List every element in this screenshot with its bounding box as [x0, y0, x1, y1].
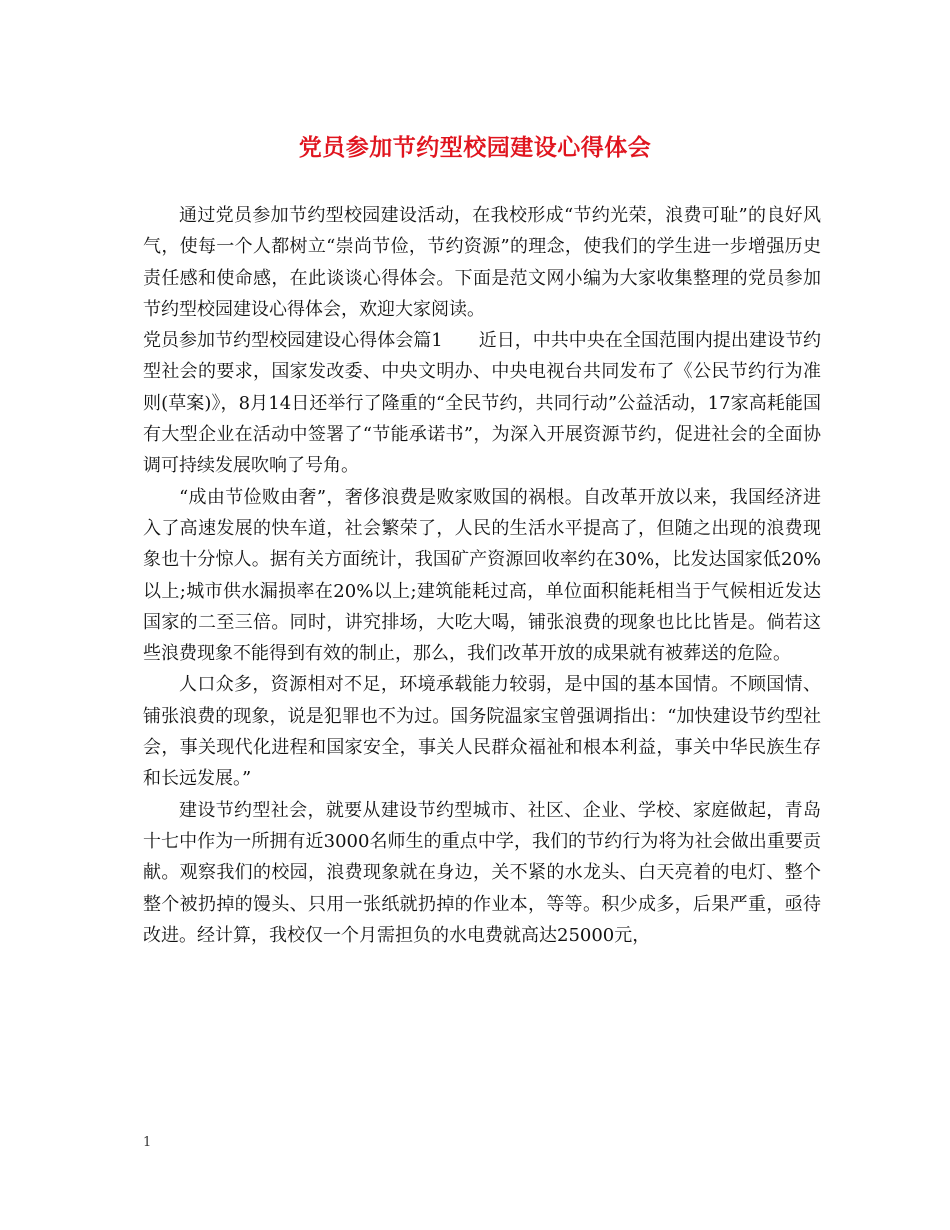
- page-number: 1: [143, 1135, 152, 1150]
- paragraph-school-action: 建设节约型社会，就要从建设节约型城市、社区、企业、学校、家庭做起，青岛十七中作为一所拥有近3000名师生的重点中学，我们的节约行为将为社会做出重要贡献。观察我们的校园，浪费现象就在身边，关不紧的水龙头、白天亮着的电灯、整个整个被扔掉的馒头、只用一张纸就扔掉的作业本，等等。积少成多，后果严重，亟待改进。经计算，我校仅一个月需担负的水电费就高达25000元，: [143, 799, 821, 946]
- paragraph-waste-statistics: “成由节俭败由奢”，奢侈浪费是败家败国的祸根。自改革开放以来，我国经济进入了高速发展的快车道，社会繁荣了，人民的生活水平提高了，但随之出现的浪费现象也十分惊人。据有关方面统计，我国矿产资源回收率约在30%，比发达国家低20%以上;城市供水漏损率在20%以上;建筑能耗过高，单位面积能耗相当于气候相近发达国家的二至三倍。同时，讲究排场，大吃大喝，铺张浪费的现象也比比皆是。倘若这些浪费现象不能得到有效的制止，那么，我们改革开放的成果就有被葬送的危险。: [143, 486, 821, 665]
- document-title: 党员参加节约型校园建设心得体会: [298, 134, 652, 161]
- paragraph-section-1: 党员参加节约型校园建设心得体会篇1 近日，中共中央在全国范围内提出建设节约型社会的要求，国家发改委、中央文明办、中央电视台共同发布了《公民节约行为准则(草案)》，8月14日还举行了隆重的“全民节约，共同行动”公益活动，17家高耗能国有大型企业在活动中签署了“节能承诺书”，为深入开展资源节约，促进社会的全面协调可持续发展吹响了号角。: [143, 330, 821, 477]
- paragraph-intro: 通过党员参加节约型校园建设活动，在我校形成“节约光荣，浪费可耻”的良好风气，使每一个人都树立“崇尚节俭，节约资源”的理念，使我们的学生进一步增强历史责任感和使命感，在此谈谈心得体会。下面是范文网小编为大家收集整理的党员参加节约型校园建设心得体会，欢迎大家阅读。: [143, 205, 821, 320]
- paragraph-national-conditions: 人口众多，资源相对不足，环境承载能力较弱，是中国的基本国情。不顾国情、铺张浪费的现象，说是犯罪也不为过。国务院温家宝曾强调指出：“加快建设节约型社会，事关现代化进程和国家安全，事关人民群众福祉和根本利益，事关中华民族生存和长远发展。”: [143, 674, 821, 790]
- document-body: [143, 200, 821, 951]
